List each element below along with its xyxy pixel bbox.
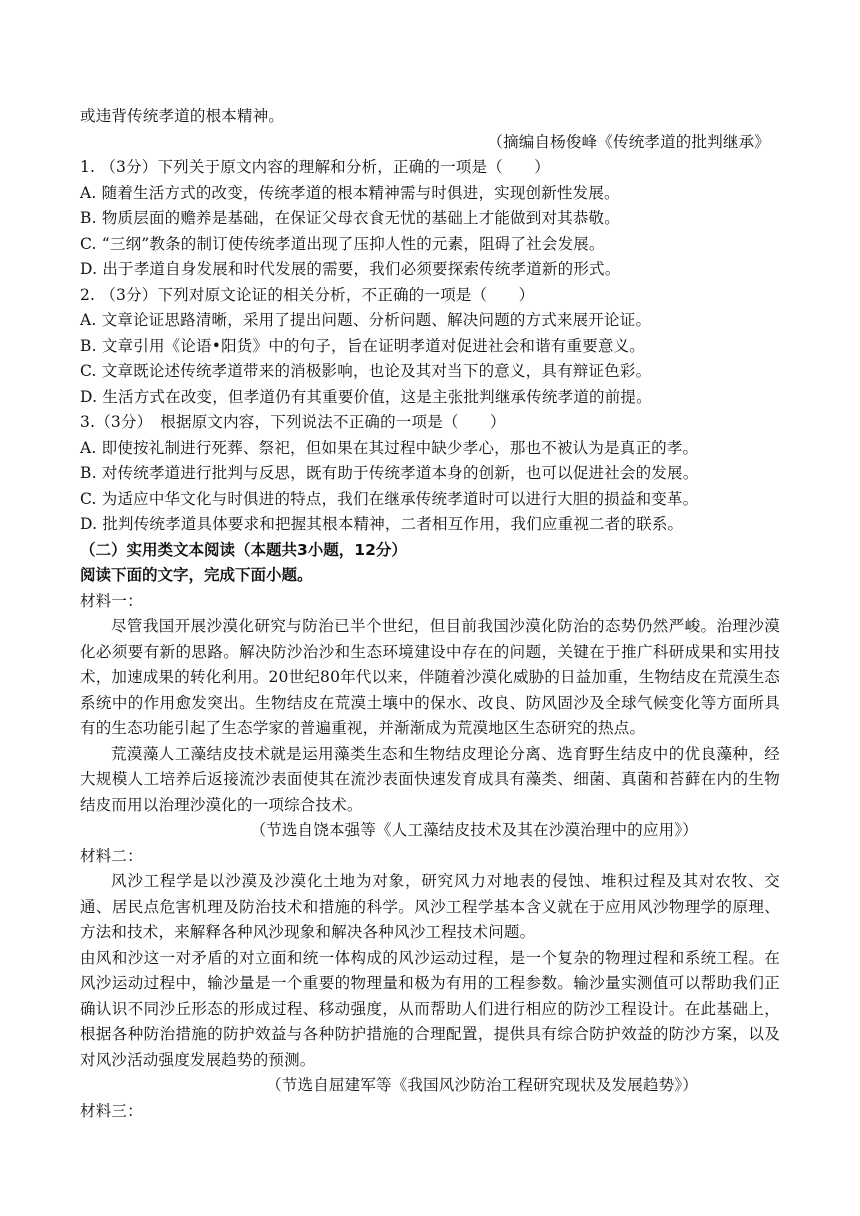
material-2-paragraph-2: 由风和沙这一对矛盾的对立面和统一体构成的风沙运动过程，是一个复杂的物理过程和系统工程。在风沙运动过程中，输沙量是一个重要的物理量和极为有用的工程参数。输沙量实测值可以帮助我们正确认识不同沙丘形态的形成过程、移动强度，从而帮助人们进行相应的防沙工程设计。在此基础上，根据各种防治措施的防护效益与各种防护措施的合理配置，提供具有综合防护效益的防沙方案，以及对风沙活动强度发展趋势的预测。 [80, 948, 780, 1069]
option-d: D. 出于孝道自身发展和时代发展的需要，我们必须要探索传统孝道新的形式。 [80, 260, 621, 278]
section-heading: （二）实用类文本阅读（本题共3小题，12分） [80, 540, 407, 559]
question-stem: 1. （3分）下列关于原文内容的理解和分析，正确的一项是（ ） [80, 158, 550, 176]
material-2-paragraph-1: 风沙工程学是以沙漠及沙漠化土地为对象，研究风力对地表的侵蚀、堆积过程及其对农牧、交通、居民点危害机理及防治技术和措施的科学。风沙工程学基本含义就在于应用风沙物理学的原理、方法和技术，来解释各种风沙现象和解决各种风沙工程技术问题。 [80, 872, 780, 941]
question-2 [80, 283, 780, 411]
source-citation: （摘编自杨俊峰《传统孝道的批判继承》 [487, 132, 770, 151]
material-1-label: 材料一： [80, 591, 143, 610]
option-b: B. 对传统孝道进行批判与反思，既有助于传统孝道本身的创新，也可以促进社会的发展。 [80, 464, 699, 482]
source-citation: （节选自饶本强等《人工藻结皮技术及其在沙漠治理中的应用》） [250, 821, 698, 839]
source-citation: （节选自屈建军等《我国风沙防治工程研究现状及发展趋势》） [266, 1076, 698, 1094]
material-1-paragraph-2: 荒漠藻人工藻结皮技术就是运用藻类生态和生物结皮理论分离、选育野生结皮中的优良藻种，经大规模人工培养后返接流沙表面使其在流沙表面快速发育成具有藻类、细菌、真菌和苔藓在内的生物结皮而用以治理沙漠化的一项综合技术。 [80, 744, 780, 814]
option-a: A. 即使按礼制进行死葬、祭祀，但如果在其过程中缺少孝心，那也不被认为是真正的孝。 [80, 438, 699, 457]
question-stem: 3.（3分） 根据原文内容，下列说法不正确的一项是（ ） [80, 413, 506, 431]
option-a: A. 随着生活方式的改变，传统孝道的根本精神需与时俱进，实现创新性发展。 [80, 183, 620, 202]
option-c: C. “三纲”教条的制订使传统孝道出现了压抑人性的元素，阻碍了社会发展。 [80, 234, 605, 253]
option-a: A. 文章论证思路清晰，采用了提出问题、分析问题、解决问题的方式来展开论证。 [80, 311, 652, 329]
question-stem: 2. （3分）下列对原文论证的相关分析，不正确的一项是（ ） [80, 285, 535, 304]
material-3-label: 材料三： [80, 1101, 143, 1120]
instruction: 阅读下面的文字，完成下面小题。 [80, 566, 313, 584]
option-c: C. 文章既论述传统孝道带来的消极影响，也论及其对当下的意义，具有辩证色彩。 [80, 362, 652, 380]
material-2-label: 材料二： [80, 846, 143, 865]
option-c: C. 为适应中华文化与时俱进的特点，我们在继承传统孝道时可以进行大胆的损益和变革。 [80, 489, 699, 508]
option-d: D. 生活方式在改变，但孝道仍有其重要价值，这是主张批判继承传统孝道的前提。 [80, 387, 652, 406]
material-1-paragraph-1: 尽管我国开展沙漠化研究与防治已半个世纪，但目前我国沙漠化防治的态势仍然严峻。治理沙漠化必须要有新的思路。解决防沙治沙和生态环境建设中存在的问题，关键在于推广科研成果和实用技术，加速成果的转化利用。20世纪80年代以来，伴随着沙漠化威胁的日益加重，生物结皮在荒漠生态系统中的作用愈发突出。生物结皮在荒漠土壤中的保水、改良、防风固沙及全球气候变化等方面所具有的生态功能引起了生态学家的普遍重视，并渐渐成为荒漠地区生态研究的热点。 [80, 617, 780, 737]
question-1 [80, 155, 780, 283]
question-3 [80, 410, 780, 538]
option-d: D. 批判传统孝道具体要求和把握其根本精神，二者相互作用，我们应重视二者的联系。 [80, 515, 684, 533]
option-b: B. 文章引用《论语•阳货》中的句子，旨在证明孝道对促进社会和谐有重要意义。 [80, 336, 645, 355]
option-b: B. 物质层面的赡养是基础，在保证父母衣食无忧的基础上才能做到对其恭敬。 [80, 209, 620, 227]
continuation-line: 或违背传统孝道的根本精神。 [80, 107, 285, 125]
